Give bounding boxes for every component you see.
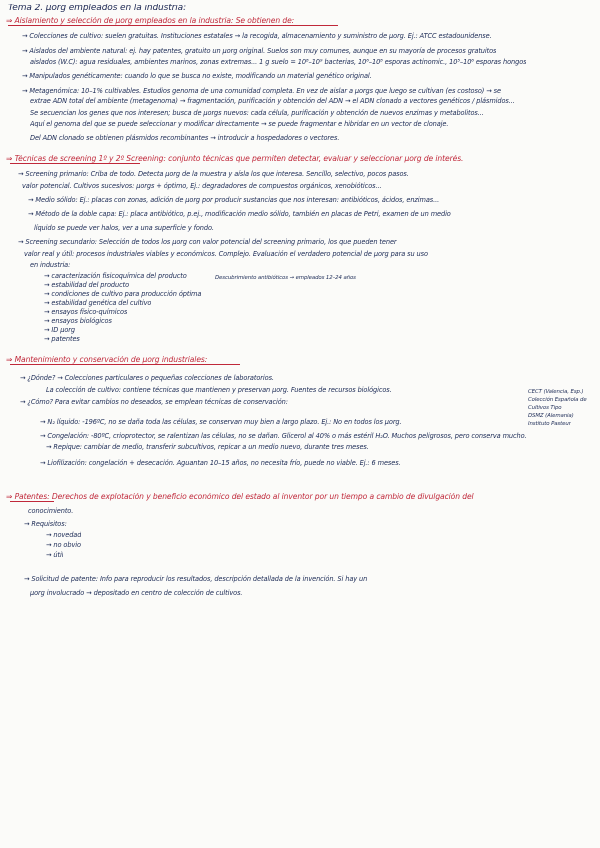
section-4-line: → útil <box>46 551 64 559</box>
section-2-line: → estabilidad genética del cultivo <box>44 299 152 307</box>
section-3-line: La colección de cultivo: contiene técnicas que mantienen y preservan μorg. Fuentes de recursos biológicos. <box>46 386 392 394</box>
section-2-line: en industria: <box>30 261 71 269</box>
section-3-aside-4: DSMZ (Alemania) <box>528 413 574 419</box>
section-1-line: extrae ADN total del ambiente (metagenoma) → fragmentación, purificación y obtención del ADN → el ADN clonado a vectores genéticos / plásmidos... <box>30 97 515 105</box>
section-2-line: → ID μorg <box>44 326 75 334</box>
section-2-line: → ensayos biológicos <box>44 317 112 325</box>
section-3-line: → Congelación: -80ºC, crioprotector, se ralentizan las células, no se dañan. Glicerol al 40% o más estéril H₂O. Muchos peligrosos, pero conserva mucho. <box>40 432 527 440</box>
section-3-aside-1: CECT (Valencia, Esp.) <box>528 389 584 395</box>
section-3-line: → N₂ líquido: -196ºC, no se daña toda las células, se conservan muy bien a largo plazo. Ej.: No en todos los μorg. <box>40 418 402 426</box>
section-2-line: → ensayos físico-químicos <box>44 308 128 316</box>
section-2-line: → Método de la doble capa: Ej.: placa antibiótico, p.ej., modificación medio sólido, también en placas de Petri, examen de un medio <box>28 210 451 218</box>
section-2-line: valor potencial. Cultivos sucesivos: μorgs + óptimo, Ej.: degradadores de compuestos orgánicos, xenobióticos... <box>22 182 382 190</box>
section-4-line: → novedad <box>46 531 82 539</box>
section-1-line: → Metagenómica: 10–1% cultivables. Estudios genoma de una comunidad completa. En vez de aislar a μorgs que luego se cultivan (es costoso) → se <box>22 87 501 95</box>
section-2-line: → Medio sólido: Ej.: placas con zonas, adición de μorg por producir sustancias que nos interesan: antibióticos, ácidos, enzimas... <box>28 196 440 204</box>
section-3-heading: ⇒ Mantenimiento y conservación de μorg industriales: <box>6 356 208 364</box>
section-3-aside-5: Instituto Pasteur <box>528 421 571 427</box>
section-2-line: → Screening secundario: Selección de todos los μorg con valor potencial del screening primario, los que pueden tener <box>18 238 397 246</box>
section-3-aside-2: Colección Española de <box>528 397 587 403</box>
page-title: Tema 2. μorg empleados en la industria: <box>8 4 187 12</box>
section-2-aside: Descubrimiento antibióticos → empleados 12–24 años <box>215 275 356 281</box>
section-4-heading: ⇒ Patentes: Derechos de explotación y beneficio económico del estado al inventor por un tiempo a cambio de divulgación del <box>6 493 474 501</box>
section-2-line: líquido se puede ver halos, ver a una superficie y fondo. <box>34 224 214 232</box>
section-3-line: → Liofilización: congelación + desecación. Aguantan 10–15 años, no necesita frío, puede no viable. Ej.: 6 meses. <box>40 459 401 467</box>
section-3-aside-3: Cultivos Tipo <box>528 405 562 411</box>
section-1-underline <box>8 25 338 26</box>
section-1-line: → Colecciones de cultivo: suelen gratuitas. Instituciones estatales → la recogida, almacenamiento y suministro de μorg. Ej.: ATCC estadounidense. <box>22 32 492 40</box>
section-1-line: → Aislados del ambiente natural: ej. hay patentes, gratuito un μorg original. Suelos son muy comunes, aunque en su mayoría de procesos gratuitos <box>22 47 497 55</box>
section-4-line: → Solicitud de patente: Info para reproducir los resultados, descripción detallada de la invención. Si hay un <box>24 575 368 583</box>
section-2-line: → Screening primario: Criba de todo. Detecta μorg de la muestra y aísla los que interesa. Sencillo, selectivo, pocos pasos. <box>18 170 409 178</box>
section-2-line: valor real y útil: procesos industriales viables y económicos. Complejo. Evaluación el verdadero potencial de μorg para su uso <box>24 250 428 258</box>
section-4-line: μorg involucrado → depositado en centro de colección de cultivos. <box>30 589 243 597</box>
section-4-line: → Requisitos: <box>24 520 67 528</box>
section-3-line: → ¿Cómo? Para evitar cambios no deseados, se emplean técnicas de conservación: <box>20 398 288 406</box>
section-3-underline <box>10 364 240 365</box>
section-1-line: Del ADN clonado se obtienen plásmidos recombinantes → introducir a hospedadores o vectores. <box>30 134 340 142</box>
section-1-line: aislados (W.C): agua residuales, ambientes marinos, zonas extremas... 1 g suelo = 10⁸–10⁹ bacterias, 10⁶–10⁸ esporas actinomic., 10⁵–10⁶ esporas hongos <box>30 58 527 66</box>
section-4-line: → no obvio <box>46 541 81 549</box>
section-2-heading: ⇒ Técnicas de screening 1º y 2º Screening: conjunto técnicas que permiten detectar, evaluar y seleccionar μorg de interés. <box>6 155 464 163</box>
section-4-line: conocimiento. <box>28 507 74 515</box>
section-2-line: → caracterización fisicoquímica del producto <box>44 272 187 280</box>
section-1-line: Aquí el genoma del que se puede seleccionar y modificar directamente → se puede fragmentar e hibridar en un vector de clonaje. <box>30 120 449 128</box>
section-3-line: → Repique: cambiar de medio, transferir subcultivos, repicar a un medio nuevo, durante tres meses. <box>46 443 369 451</box>
section-4-underline <box>10 501 54 502</box>
section-3-line: → ¿Dónde? → Colecciones particulares o pequeñas colecciones de laboratorios. <box>20 374 274 382</box>
section-1-heading: ⇒ Aislamiento y selección de μorg empleados en la industria: Se obtienen de: <box>6 17 295 25</box>
section-1-line: → Manipulados genéticamente: cuando lo que se busca no existe, modificando un material genético original. <box>22 72 372 80</box>
section-1-line: Se secuencian los genes que nos interesen; busca de μorgs nuevos: cada célula, purificación y obtención de nuevos enzimas y metabolitos... <box>30 109 484 117</box>
section-2-underline <box>10 163 140 164</box>
section-2-line: → condiciones de cultivo para producción óptima <box>44 290 202 298</box>
section-2-line: → estabilidad del producto <box>44 281 130 289</box>
section-2-line: → patentes <box>44 335 80 343</box>
